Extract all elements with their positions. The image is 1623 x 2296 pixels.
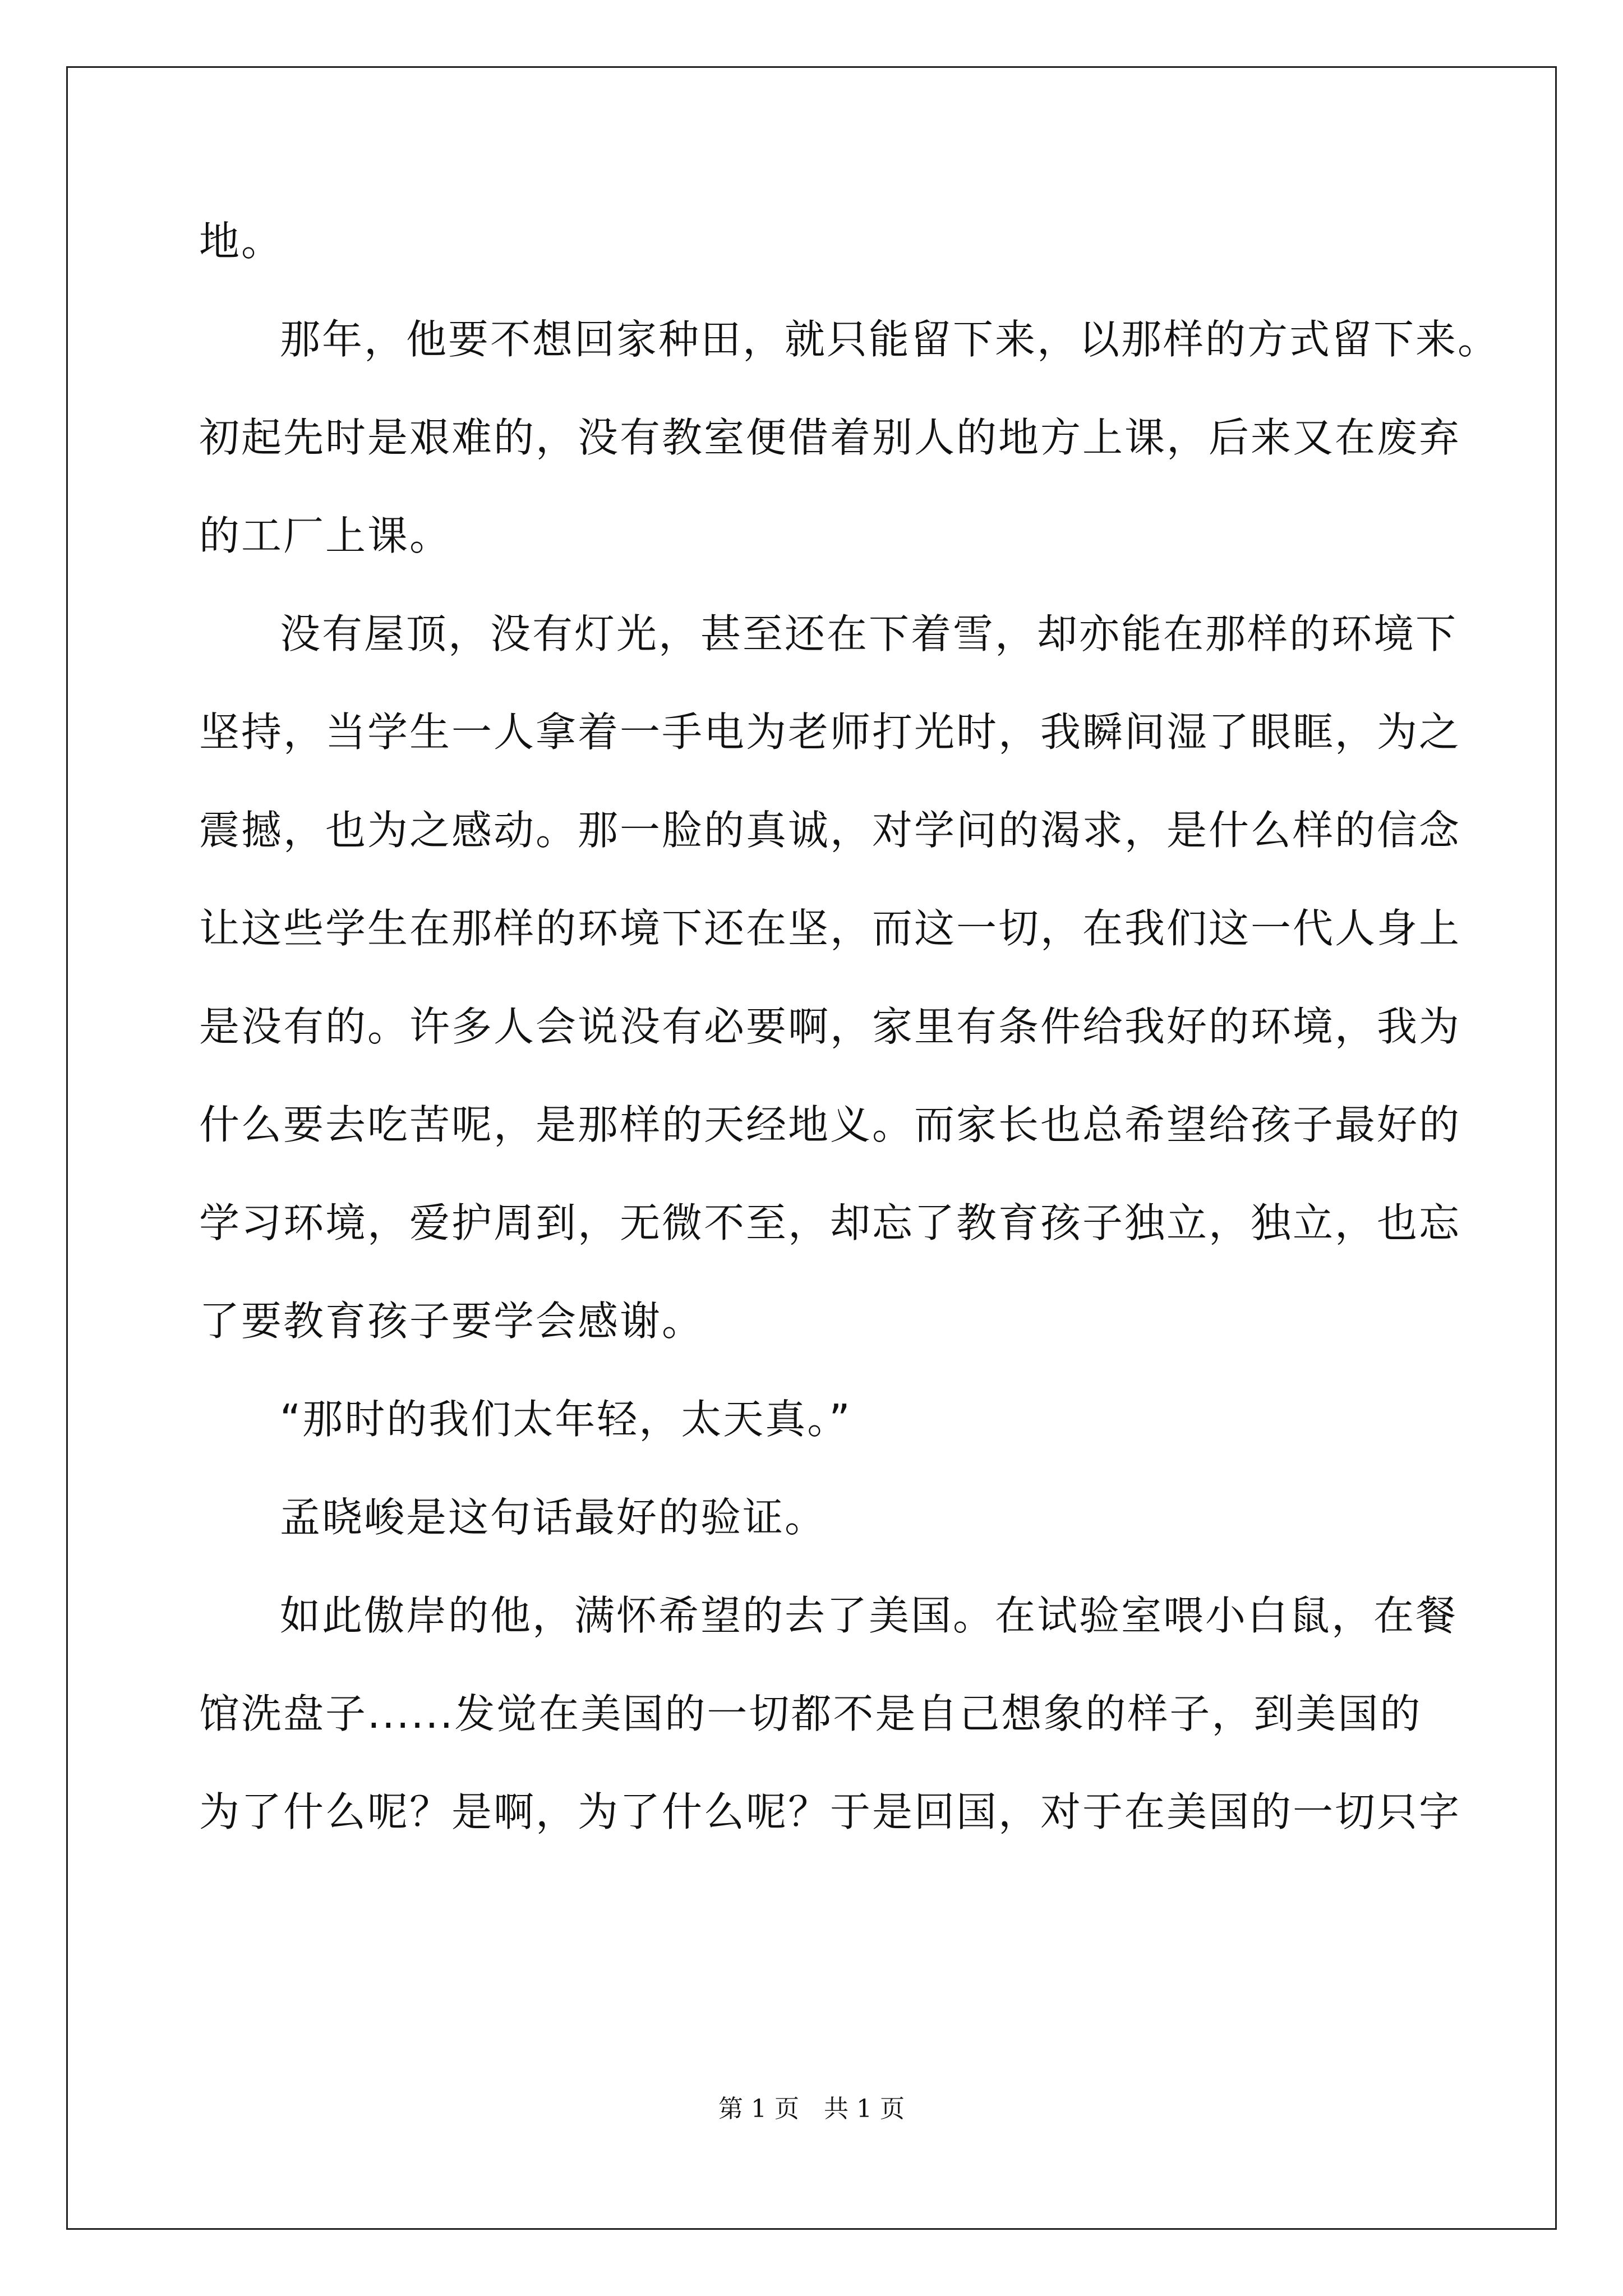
text-line: 了要教育孩子要学会感谢。 [199,1297,704,1345]
text-line: 是没有的。许多人会说没有必要啊，家里有条件给我好的环境，我为 [199,1003,1461,1050]
text-line: 馆洗盘子......发觉在美国的一切都不是自己想象的样子，到美国的 [199,1690,1422,1737]
text-line: 初起先时是艰难的，没有教室便借着别人的地方上课，后来又在废弃 [199,414,1461,461]
text-line: 什么要去吃苦呢，是那样的天经地义。而家长也总希望给孩子最好的 [199,1101,1461,1148]
text-line: 的工厂上课。 [199,512,452,559]
text-line: 那年，他要不想回家种田，就只能留下来，以那样的方式留下来。 [280,316,1500,363]
text-line: 如此傲岸的他，满怀希望的去了美国。在试验室喂小白鼠，在餐 [280,1592,1458,1639]
text-line: 为了什么呢？是啊，为了什么呢？于是回国，对于在美国的一切只字 [199,1788,1461,1835]
text-line: 让这些学生在那样的环境下还在坚，而这一切，在我们这一代人身上 [199,905,1461,952]
text-line: 没有屋顶，没有灯光，甚至还在下着雪，却亦能在那样的环境下 [280,610,1458,657]
text-line: 坚持，当学生一人拿着一手电为老师打光时，我瞬间湿了眼眶，为之 [199,708,1461,756]
page-footer: 第 1 页 共 1 页 [718,2095,905,2123]
text-line: 地。 [199,218,284,265]
text-line: 震撼，也为之感动。那一脸的真诚，对学问的渴求，是什么样的信念 [199,807,1461,854]
text-line: 孟晓峻是这句话最好的验证。 [280,1494,827,1541]
text-line: “那时的我们太年轻，太天真。” [280,1396,852,1443]
text-line: 学习环境，爱护周到，无微不至，却忘了教育孩子独立，独立，也忘 [199,1199,1461,1246]
